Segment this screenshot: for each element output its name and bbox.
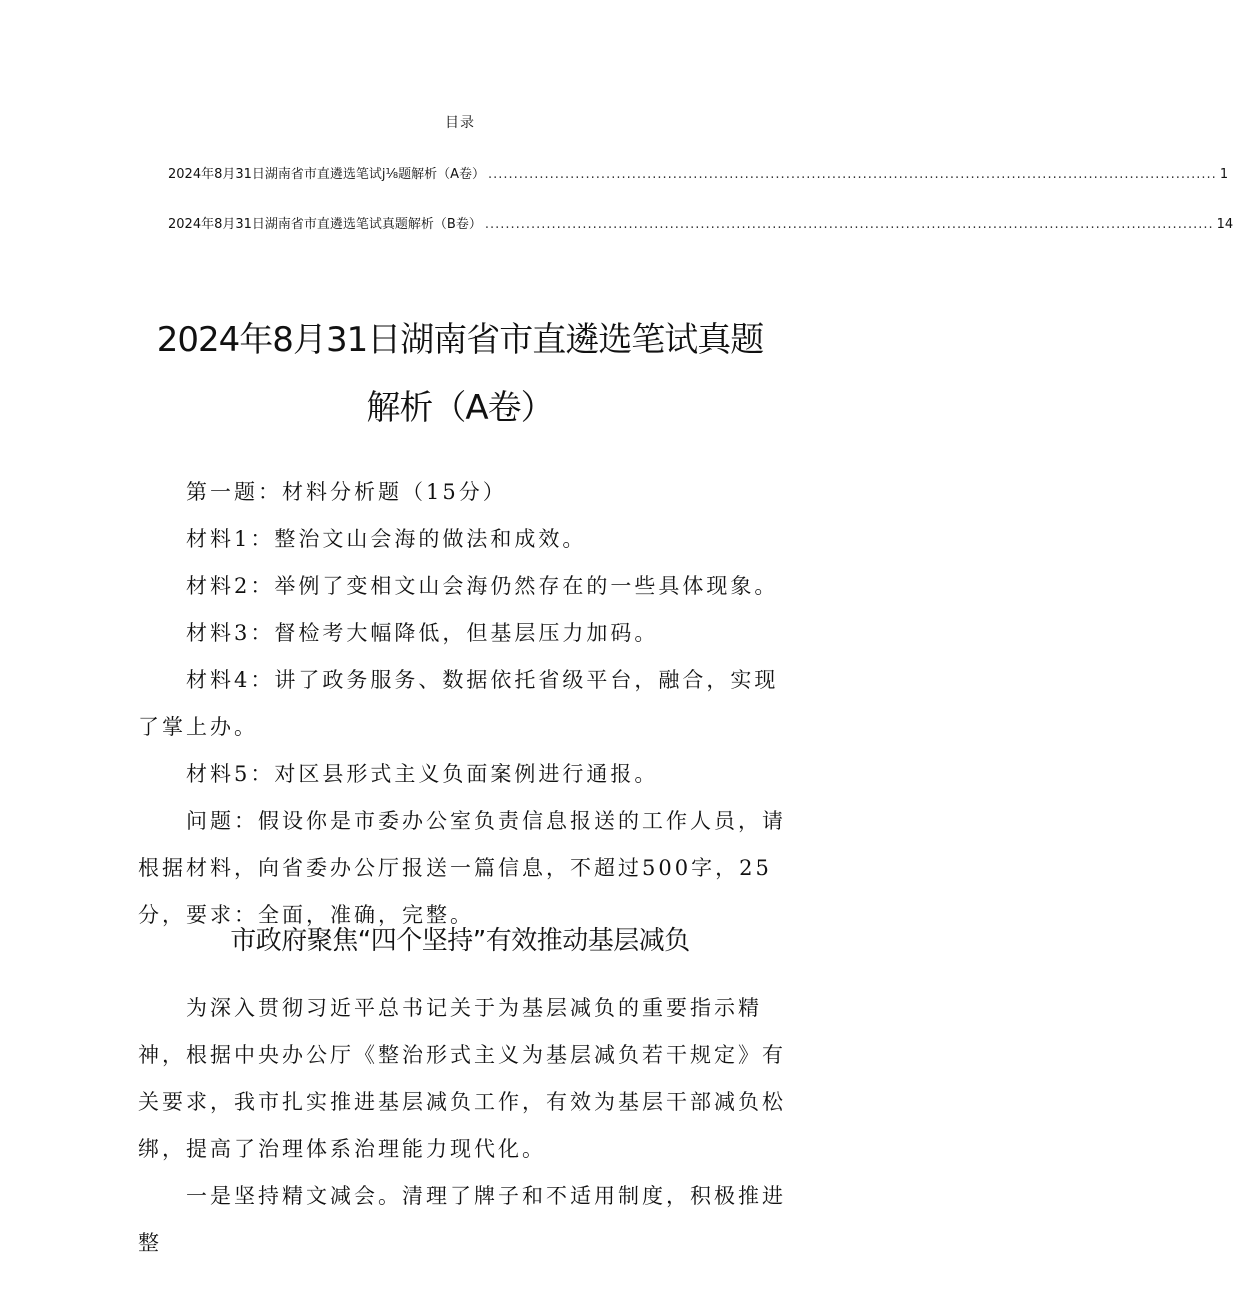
toc-title: 目录 xyxy=(445,115,475,131)
toc-page-number: 1 xyxy=(1219,167,1229,182)
toc-entry[interactable] xyxy=(168,213,1233,232)
material-item: 材料5：对区县形式主义负面案例进行通报。 xyxy=(186,762,659,786)
material-item: 材料3：督检考大幅降低，但基层压力加码。 xyxy=(186,621,659,645)
toc-entry[interactable] xyxy=(168,163,1229,182)
toc-page-number: 14 xyxy=(1216,217,1233,232)
toc-entry-label: 2024年8月31日湖南省市直遴选笔试真题解析（B卷） xyxy=(168,217,482,232)
toc-leader-dots: .............................................................................................................................................. xyxy=(484,217,1214,232)
material-item: 材料1：整治文山会海的做法和成效。 xyxy=(186,527,587,551)
toc-entry-label: 2024年8月31日湖南省市直遴选笔试j⅛题解析（A卷） xyxy=(168,167,486,182)
question-header: 第一题：材料分析题（15分） xyxy=(186,480,507,504)
question-text: 问题：假设你是市委办公室负责信息报送的工作人员，请根据材料，向省委办公厅报送一篇信息，不超过500字，25分，要求：全面，准确，完整。 xyxy=(138,809,786,927)
answer-heading: 市政府聚焦“四个坚持”有效推动基层减负 xyxy=(230,926,690,956)
document-title-line-2: 解析（A卷） xyxy=(366,388,554,428)
answer-paragraph: 为深入贯彻习近平总书记关于为基层减负的重要指示精神，根据中央办公厅《整治形式主义为基层减负若干规定》有关要求，我市扎实推进基层减负工作，有效为基层干部减负松绑，提高了治理体系治理能力现代化。 xyxy=(138,996,786,1161)
document-title-line-1: 2024年8月31日湖南省市直遴选笔试真题 xyxy=(156,320,764,360)
answer-paragraph: 一是坚持精文减会。清理了牌子和不适用制度，积极推进整 xyxy=(138,1184,786,1255)
material-item: 材料4：讲了政务服务、数据依托省级平台，融合，实现了掌上办。 xyxy=(138,668,779,739)
toc-leader-dots: .............................................................................................................................................. xyxy=(488,167,1217,182)
material-item: 材料2：举例了变相文山会海仍然存在的一些具体现象。 xyxy=(186,574,779,598)
